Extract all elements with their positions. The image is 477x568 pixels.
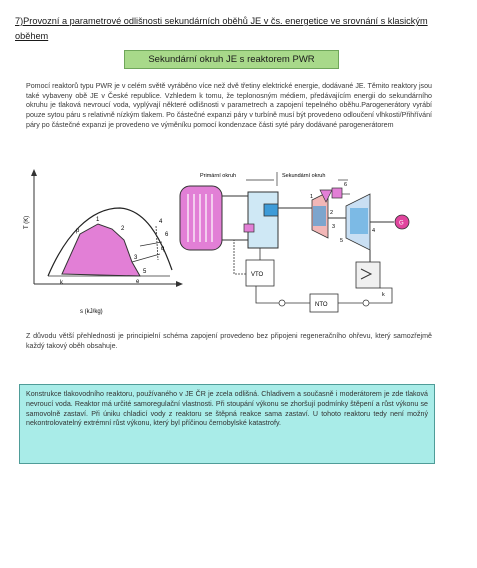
primary-circuit-label: Primární okruh (200, 173, 237, 179)
circuit-scheme (180, 172, 409, 312)
scheme-point-4: 4 (372, 228, 376, 234)
generator-label: G (399, 220, 404, 227)
steam-generator (248, 192, 278, 248)
ts-point-4: 4 (159, 219, 163, 225)
nto-label: NTO (315, 302, 328, 308)
scheme-point-5: 5 (340, 238, 344, 244)
ts-y-label: T (K) (24, 215, 30, 229)
scheme-point-6: 6 (344, 182, 348, 188)
ts-point-3: 3 (134, 255, 138, 261)
scheme-point-1: 1 (310, 194, 314, 200)
ts-point-5: 5 (143, 269, 147, 275)
ts-point-e: e (136, 279, 140, 285)
info-box-text: Konstrukce tlakovodního reaktoru, používaného v JE ČR je zcela odlišná. Chladivem a současně i moderátorem je zde tlaková nevroucí voda. Reaktor má určité samoregulační vlastnosti. Při stoupání výkonu se zhoršují podmínky štěpení a růst výkonu se samovolně zastaví. Při úniku chladicí vody z reaktoru se štěpná reakce sama zastaví. U tohoto reaktoru tedy není možný nekontrolovatelný extrémní růst výkonu, který byl příčinou černobylské katastrofy. (26, 390, 428, 428)
scheme-point-2: 2 (330, 210, 334, 216)
ts-point-6: 6 (165, 232, 169, 238)
scheme-point-k: k (382, 292, 385, 298)
ts-point-q: q (161, 246, 165, 252)
reactor-vessel (180, 186, 222, 250)
intro-paragraph: Pomocí reaktorů typu PWR je v celém světě vyráběno více než dvě třetiny elektrické energie, dodávané JE. Těmito reaktory jsou také vybaveny obě JE v České republice. Vzhledem k tomu, že teplonosným médiem, předávajícím energii do sekundárního okruhu je tlaková nevroucí voda, vyplývají některé odlišnosti v parametrech a zapojení tepelného oběhu.Parogenerátory vyrábí pouze sytou páru s relativně nízkým tlakem. Po částečné expanzi páry v turbíně musí být provedeno odloučení vlhkosti/Přihřívání páry po částečné expanzi je provedeno ve výměníku pomocí kondenzace části syté páry dodávané parogenerátorem (26, 82, 432, 129)
scheme-note: Z důvodu větší přehlednosti je principielní schéma zapojení provedeno bez připojeni regeneračního ohřevu, který samozřejmě každý takový oběh obsahuje. (26, 332, 432, 350)
secondary-circuit-label: Sekundární okruh (282, 173, 326, 179)
section-heading: 7)Provozní a parametrové odlišnosti sekundárních oběhů JE v čs. energetice ve srovnání s klasickým oběhem (15, 16, 428, 41)
scheme-point-3: 3 (332, 224, 336, 230)
vto-label: VTO (251, 272, 264, 278)
section-banner: Sekundární okruh JE s reaktorem PWR (124, 50, 339, 69)
ts-x-label: s (kJ/kg) (80, 309, 103, 315)
ts-point-p: p (76, 228, 80, 234)
ts-diagram (24, 169, 183, 315)
cycle-diagram (20, 166, 440, 321)
info-box (19, 384, 435, 464)
ts-point-k: k (60, 280, 63, 286)
ts-point-1: 1 (96, 217, 100, 223)
ts-point-2: 2 (121, 226, 125, 232)
